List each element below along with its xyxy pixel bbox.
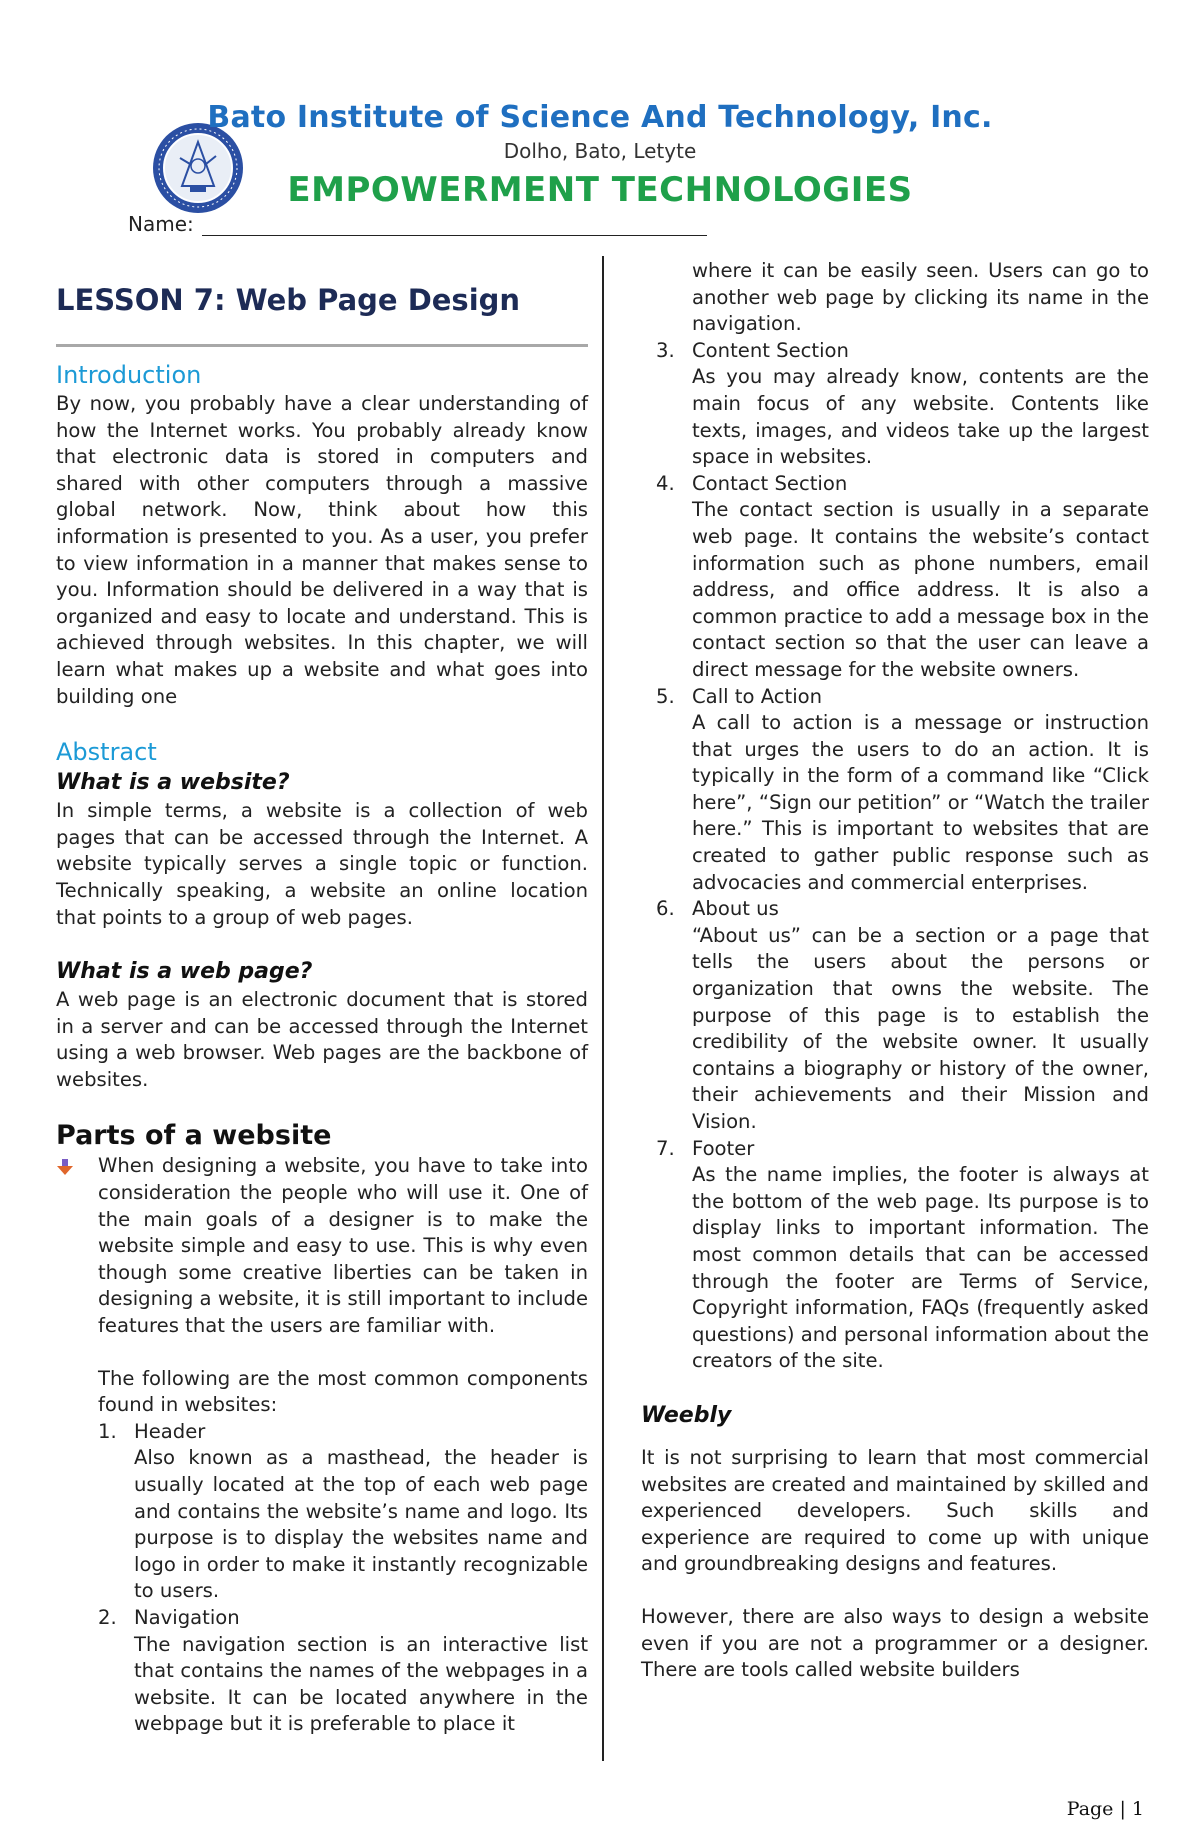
subject-title: EMPOWERMENT TECHNOLOGIES bbox=[287, 170, 913, 210]
item-number: 4. bbox=[656, 471, 675, 495]
question-website: What is a website? bbox=[56, 770, 290, 796]
item-number: 2. bbox=[98, 1605, 117, 1629]
question-web-page: What is a web page? bbox=[56, 959, 313, 985]
item-name: Header bbox=[134, 1419, 206, 1443]
components-list-right bbox=[641, 338, 1149, 1375]
item-desc: The contact section is usually in a separate web page. It contains the website’s contact information such as phone numbers, email address, and office address. It is also a common practice to add a message box in the contact section so that the user can leave a direct message for the website owners. bbox=[692, 498, 1149, 681]
introduction-heading: Introduction bbox=[56, 361, 202, 389]
title-rule bbox=[56, 344, 588, 347]
answer-web-page: A web page is an electronic document that is stored in a server and can be accessed through the Internet using a web browser. Web pages are the backbone of websites. bbox=[56, 988, 588, 1091]
page-number: Page | 1 bbox=[1066, 1798, 1144, 1820]
item-number: 7. bbox=[656, 1136, 675, 1160]
item-name: Call to Action bbox=[692, 684, 823, 708]
list-item bbox=[656, 1136, 1149, 1375]
list-item bbox=[656, 471, 1149, 684]
parts-heading: Parts of a website bbox=[56, 1120, 332, 1152]
name-label: Name: bbox=[128, 212, 194, 236]
list-item bbox=[98, 1419, 588, 1605]
right-column bbox=[641, 258, 1149, 1684]
school-address: Dolho, Bato, Letyte bbox=[503, 139, 697, 163]
item-number: 1. bbox=[98, 1419, 117, 1443]
item-desc: Also known as a masthead, the header is usually located at the top of each web page and contains the website’s name and logo. Its purpose is to display the websites name and logo in order to make it instantly recognizable to users. bbox=[134, 1446, 588, 1603]
parts-following-text: The following are the most common components found in websites: bbox=[98, 1366, 588, 1417]
school-name: Bato Institute of Science And Technology, Inc. bbox=[207, 100, 993, 135]
item-number: 6. bbox=[656, 897, 675, 921]
components-list-left bbox=[98, 1419, 588, 1738]
parts-bullet bbox=[56, 1153, 588, 1339]
answer-website: In simple terms, a website is a collection of web pages that can be accessed through the Internet. A website typically serves a single topic or function. Technically speaking, a website an online location that points to a group of web pages. bbox=[56, 799, 588, 929]
parts-bullet-text: When designing a website, you have to take into consideration the people who will use it. One of the main goals of a designer is to make the website simple and easy to use. This is why even though some creative liberties can be taken in designing a website, it is still important to include features that the users are familiar with. bbox=[98, 1154, 588, 1338]
name-blank-line[interactable] bbox=[202, 215, 707, 236]
arrow-down-bullet-icon bbox=[56, 1153, 98, 1339]
item-desc: As you may already know, contents are the main focus of any website. Contents like texts, images, and videos take up the largest space in websites. bbox=[692, 365, 1149, 469]
navigation-continued-text: where it can be easily seen. Users can go to another web page by clicking its name in the navigation. bbox=[692, 259, 1149, 336]
item-name: Contact Section bbox=[692, 471, 848, 495]
abstract-heading: Abstract bbox=[56, 738, 157, 767]
list-item bbox=[98, 1605, 588, 1738]
weebly-heading: Weebly bbox=[641, 1402, 732, 1428]
item-name: Navigation bbox=[134, 1605, 240, 1629]
item-name: Content Section bbox=[692, 338, 849, 362]
item-number: 3. bbox=[656, 338, 675, 362]
column-divider bbox=[602, 256, 604, 1761]
item-number: 5. bbox=[656, 684, 675, 708]
weebly-paragraph-1: It is not surprising to learn that most commercial websites are created and maintained by skilled and experienced developers. Such skills and experience are required to come up with unique and groundbreaking designs and features. bbox=[641, 1445, 1149, 1576]
list-item bbox=[656, 896, 1149, 1135]
list-item bbox=[656, 338, 1149, 471]
item-desc: “About us” can be a section or a page that tells the users about the persons or organization that owns the website. The purpose of this page is to establish the credibility of the website owner. It usually contains a biography or history of the owner, their achievements and their Mission and Vision. bbox=[692, 923, 1149, 1133]
item-desc: The navigation section is an interactive list that contains the names of the webpages in a website. It can be located anywhere in the webpage but it is preferable to place it bbox=[134, 1632, 588, 1736]
name-field-row bbox=[128, 212, 707, 236]
item-name: About us bbox=[692, 897, 779, 921]
left-column bbox=[56, 280, 588, 1738]
list-item bbox=[656, 684, 1149, 897]
weebly-paragraph-2: However, there are also ways to design a website even if you are not a programmer or a designer. There are tools called website builders bbox=[641, 1604, 1149, 1682]
introduction-text: By now, you probably have a clear understanding of how the Internet works. You probably already know that electronic data is stored in computers and shared with other computers through a massive global network. Now, think about how this information is presented to you. As a user, you prefer to view information in a manner that makes sense to you. Information should be delivered in a way that is organized and easy to locate and understand. This is achieved through websites. In this chapter, we will learn what makes up a website and what goes into building one bbox=[56, 392, 588, 708]
lesson-title: LESSON 7: Web Page Design bbox=[56, 283, 521, 317]
item-name: Footer bbox=[692, 1136, 755, 1160]
item-desc: A call to action is a message or instruction that urges the users to do an action. It is typically in the form of a command like “Click here”, “Sign our petition” or “Watch the trailer here.” This is important to websites that are created to gather public response such as advocacies and commercial enterprises. bbox=[692, 711, 1149, 894]
item-desc: As the name implies, the footer is always at the bottom of the web page. Its purpose is to display links to important information. The most common details that can be accessed through the footer are Terms of Service, Copyright information, FAQs (frequently asked questions) and personal information about the creators of the site. bbox=[692, 1163, 1149, 1373]
